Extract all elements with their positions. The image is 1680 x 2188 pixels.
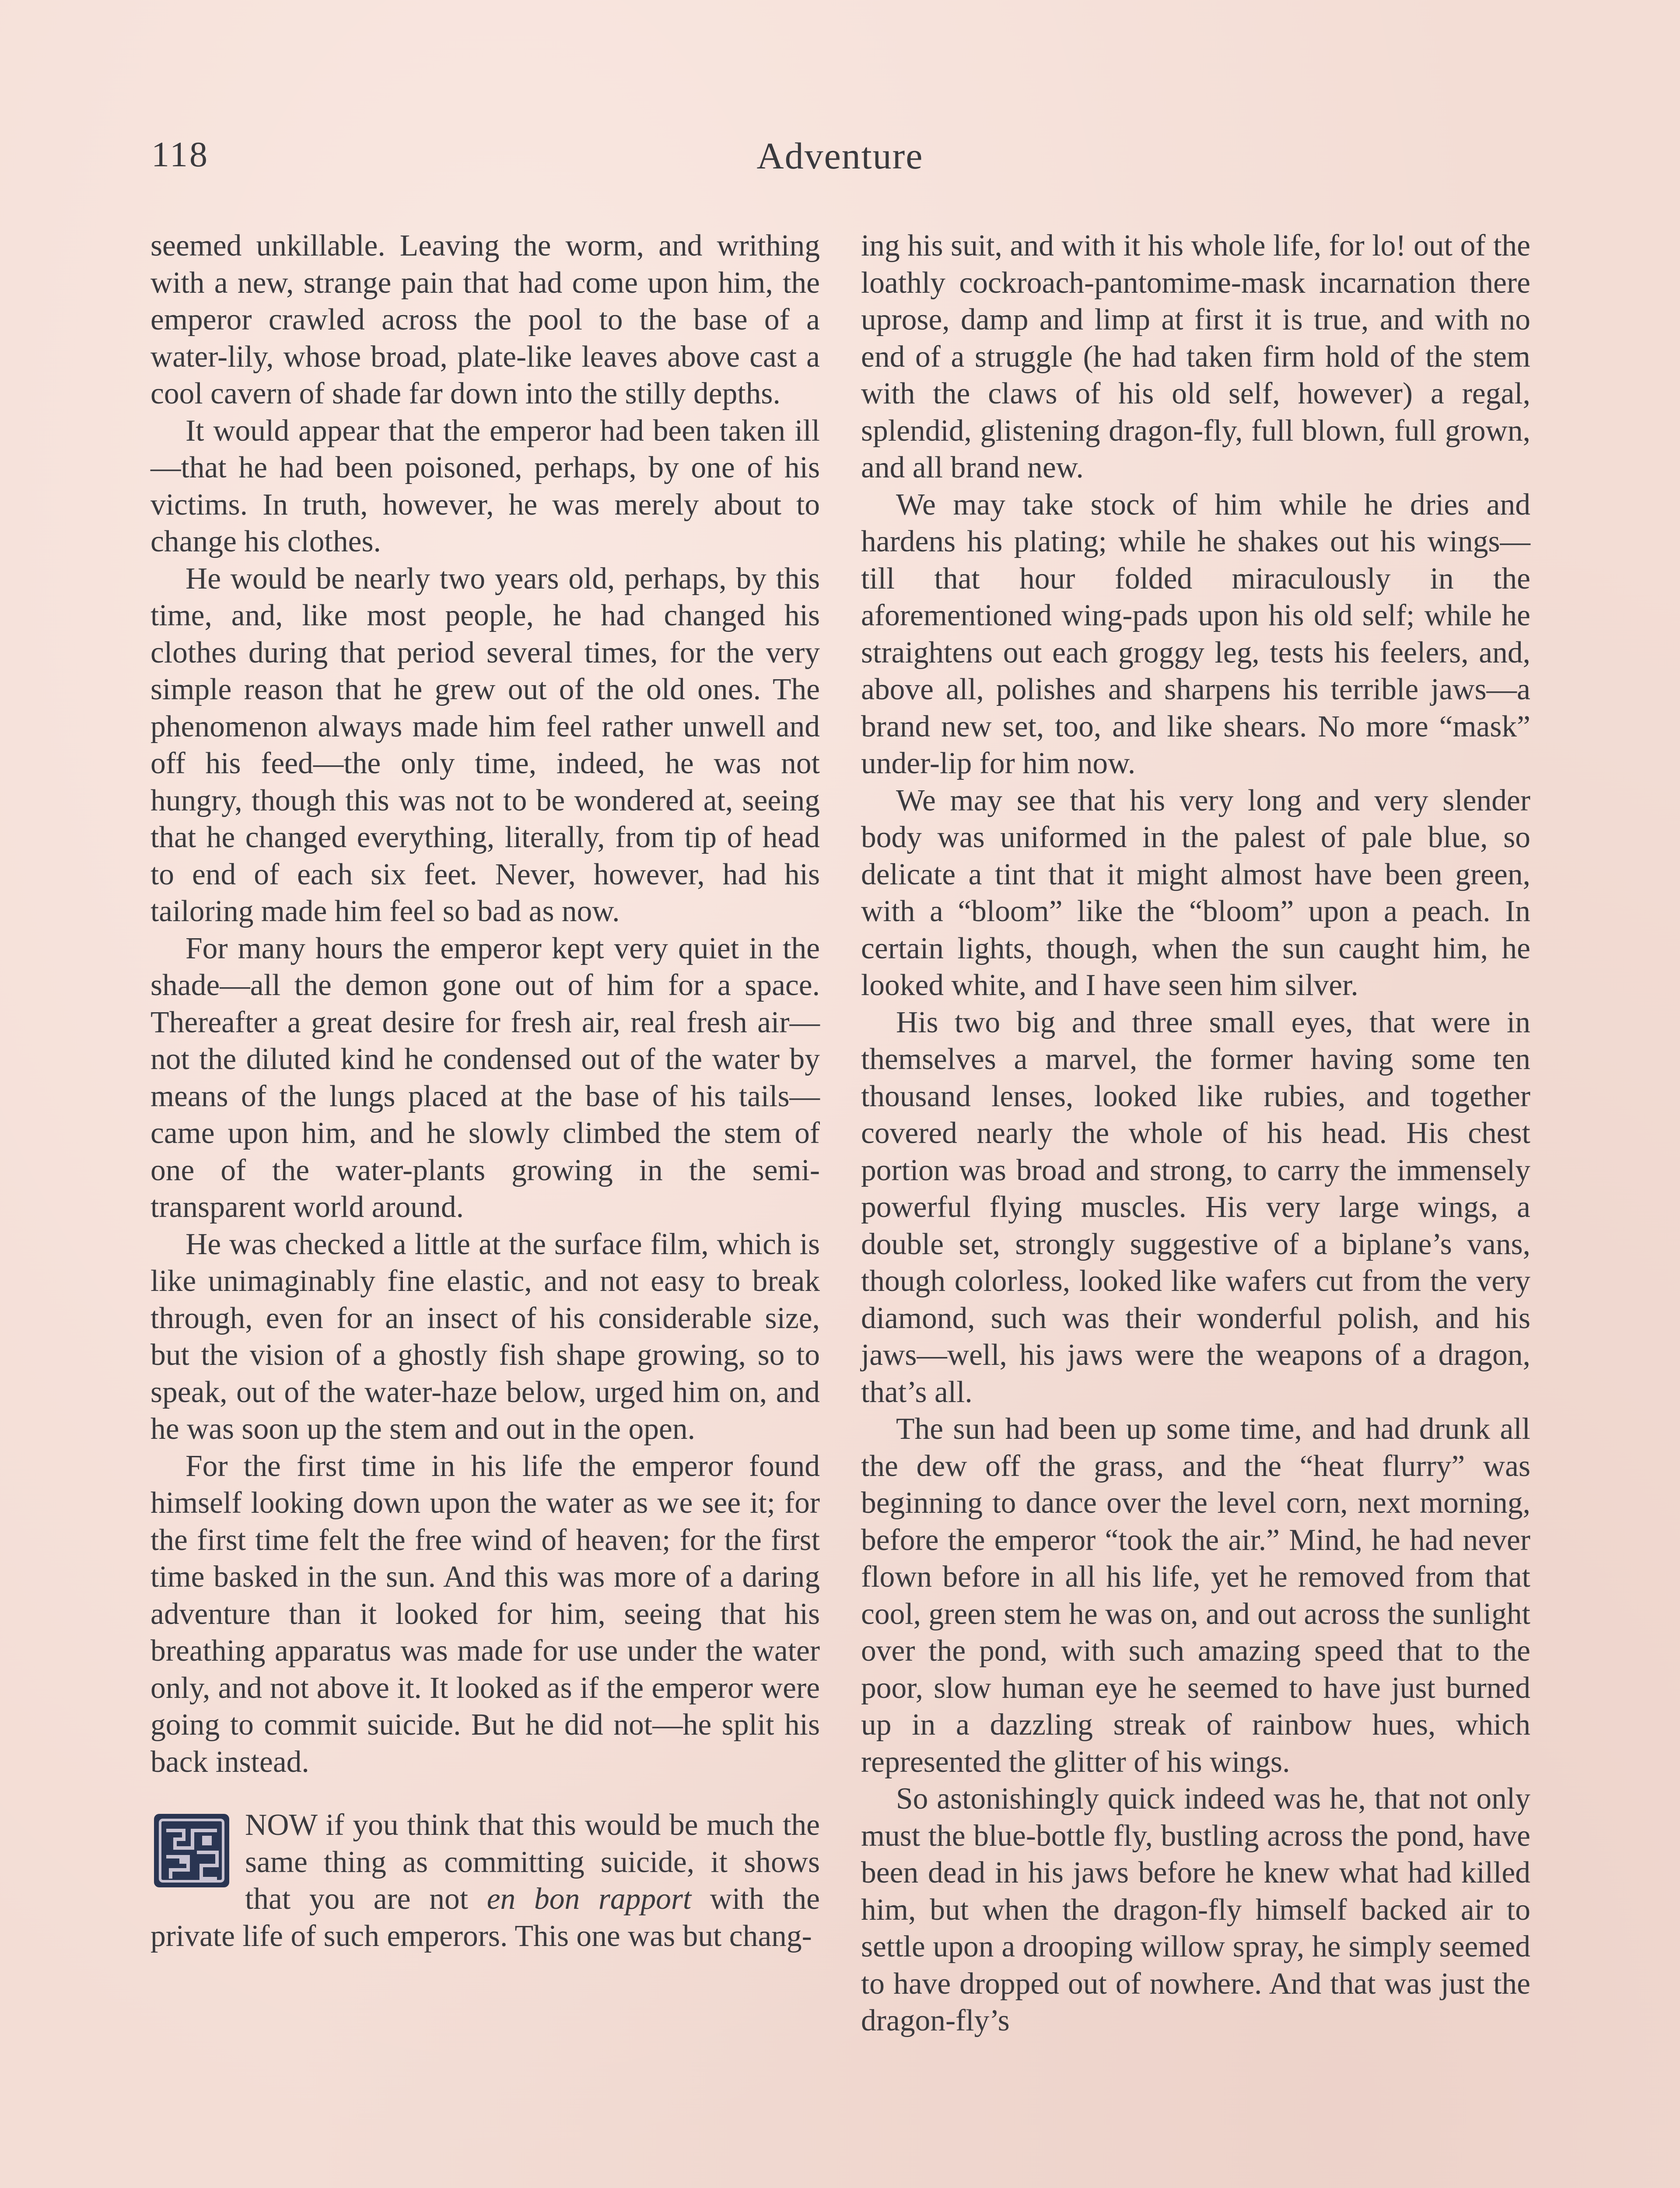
paragraph: The sun had been up some time, and had drunk all the dew off the grass, and the “heat flurry” was beginning to dance over the level corn, next morning, before the emperor “took the air.” Mind, he had never flown before in all his life, yet he removed from that cool, green stem he was on, and out across the sunlight over the pond, with such amazing speed that to the poor, slow human eye he seemed to have just burned up in a dazzling streak of rainbow hues, which represented the glitter of his wings.: [861, 1412, 1530, 1779]
ornamental-dropcap-icon: [153, 1813, 230, 1888]
paragraph: We may take stock of him while he dries and hardens his plating; while he shakes out his wings—till that hour folded miraculously in the aforementioned wing-pads upon his old self; while he straightens out each groggy leg, tests his feelers, and, above all, polishes and sharpens his terrible jaws—a brand new set, too, and like shears. No more “mask” under-lip for him now.: [861, 487, 1530, 780]
section-tail-text: with the private life of such emperors. This one was but chang-: [150, 1882, 820, 1953]
paragraph: For the first time in his life the emperor found himself looking down upon the water as we see it; for the first time felt the free wind of heaven; for the first time basked in the sun. And this was more of a daring adventure than it looked for him, seeing that his breathing apparatus was made for use under the water only, and not above it. It looked as if the emperor were going to commit suicide. But he did not—he split his back instead.: [150, 1449, 820, 1779]
italic-phrase: en bon rapport: [486, 1882, 692, 1916]
section-lead-text: NOW if you think that this would be much the same thing as committing suicide, it shows that you are not: [245, 1808, 820, 1916]
paragraph: He was checked a little at the surface film, which is like unimaginably fine elastic, and not easy to break through, even for an insect of his considerable size, but the vision of a ghostly fish shape growing, so to speak, out of the water-haze below, urged him on, and he was soon up the stem and out in the open.: [150, 1227, 820, 1446]
left-column: [150, 228, 820, 1955]
paragraph: seemed unkillable. Leaving the worm, and writhing with a new, strange pain that had come upon him, the emperor crawled across the pool to the base of a water-lily, whose broad, plate-like leaves above cast a cool cavern of shade far down into the stilly depths.: [150, 229, 820, 410]
paragraph: His two big and three small eyes, that were in themselves a marvel, the former having some ten thousand lenses, looked like rubies, and together covered nearly the whole of his head. His chest portion was broad and strong, to carry the immensely powerful flying muscles. His very large wings, a double set, strongly suggestive of a biplane’s vans, though colorless, looked like wafers cut from the very diamond, such was their wonderful polish, and his jaws—well, his jaws were the weapons of a dragon, that’s all.: [861, 1005, 1530, 1409]
paragraph: ing his suit, and with it his whole life, for lo! out of the loathly cockroach-pantomime-mask incarnation there uprose, damp and limp at first it is true, and with no end of a struggle (he had taken firm hold of the stem with the claws of his old self, however) a regal, splendid, glistening dragon-fly, full blown, full grown, and all brand new.: [861, 229, 1530, 484]
right-column: [861, 228, 1530, 2040]
paragraph: We may see that his very long and very slender body was uniformed in the palest of pale blue, so delicate a tint that it might almost have been green, with a “bloom” like the “bloom” upon a peach. In certain lights, though, when the sun caught him, he looked white, and I have seen him silver.: [861, 783, 1530, 1002]
page-header: [151, 134, 1529, 182]
running-title: Adventure: [756, 135, 924, 177]
section-start: [150, 1807, 820, 1955]
paragraph: He would be nearly two years old, perhaps, by this time, and, like most people, he had changed his clothes during that period several times, for the very simple reason that he grew out of the old ones. The phenomenon always made him feel rather unwell and off his feed—the only time, indeed, he was not hungry, though this was not to be wondered at, seeing that he changed everything, literally, from tip of head to end of each six feet. Never, however, had his tailoring made him feel so bad as now.: [150, 561, 820, 928]
section-paragraph: [150, 1807, 820, 1955]
paragraph: For many hours the emperor kept very quiet in the shade—all the demon gone out of him for a space. Thereafter a great desire for fresh air, real fresh air—not the diluted kind he condensed out of the water by means of the lungs placed at the base of his tails—came upon him, and he slowly climbed the stem of one of the water-plants growing in the semi-transparent world around.: [150, 931, 820, 1224]
paragraph: It would appear that the emperor had been taken ill—that he had been poisoned, perhaps, by one of his victims. In truth, however, he was merely about to change his clothes.: [150, 414, 820, 558]
paragraph: So astonishingly quick indeed was he, that not only must the blue-bottle fly, bustling across the pond, have been dead in his jaws before he knew what had killed him, but when the dragon-fly himself backed air to settle upon a drooping willow spray, he simply seemed to have dropped out of nowhere. And that was just the dragon-fly’s: [861, 1782, 1530, 2037]
page-number: 118: [151, 134, 209, 174]
